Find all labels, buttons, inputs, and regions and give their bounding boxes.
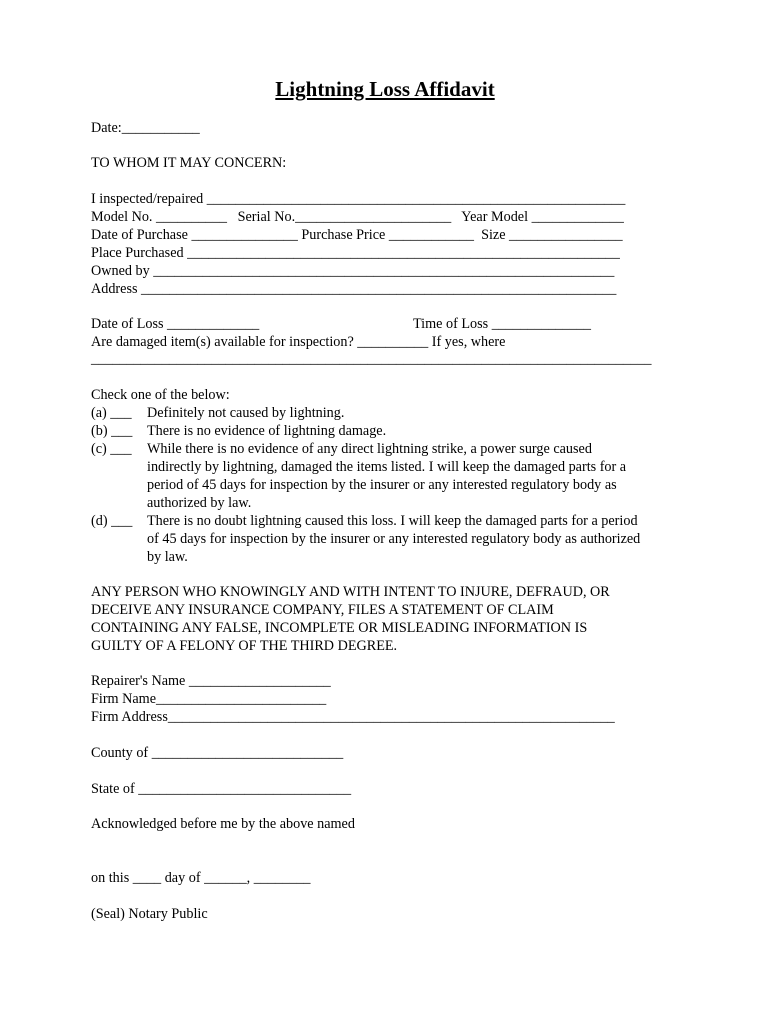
check-intro: Check one of the below: — [91, 387, 230, 403]
place-purchased-field[interactable]: Place Purchased _____________________________________________________________ — [91, 245, 620, 261]
firm-name-field[interactable]: Firm Name________________________ — [91, 691, 327, 707]
on-this-day-field[interactable]: on this ____ day of ______, ________ — [91, 870, 311, 886]
seal-notary-public: (Seal) Notary Public — [91, 906, 208, 922]
option-d-text-line: by law. — [147, 549, 188, 565]
option-c-checkbox[interactable]: (c) ___ — [91, 441, 132, 457]
firm-address-field[interactable]: Firm Address_______________________________________________________________ — [91, 709, 615, 725]
date-field[interactable]: Date:___________ — [91, 120, 200, 136]
county-field[interactable]: County of ___________________________ — [91, 745, 344, 761]
time-of-loss-field[interactable]: Time of Loss ______________ — [413, 316, 592, 332]
option-a-text: Definitely not caused by lightning. — [147, 405, 345, 421]
option-c-text-line: While there is no evidence of any direct lightning strike, a power surge caused — [147, 441, 592, 457]
inspected-repaired-field[interactable]: I inspected/repaired ___________________________________________________________ — [91, 191, 626, 207]
option-d-text-line: There is no doubt lightning caused this loss. I will keep the damaged parts for a period — [147, 513, 638, 529]
repairer-name-field[interactable]: Repairer's Name ____________________ — [91, 673, 331, 689]
address-field[interactable]: Address ___________________________________________________________________ — [91, 281, 617, 297]
model-serial-year-fields[interactable]: Model No. __________ Serial No.______________________ Year Model _____________ — [91, 209, 624, 225]
warning-line: CONTAINING ANY FALSE, INCOMPLETE OR MISLEADING INFORMATION IS — [91, 620, 588, 636]
option-c-text-line: period of 45 days for inspection by the insurer or any interested regulatory body as — [147, 477, 617, 493]
purchase-date-price-size-fields[interactable]: Date of Purchase _______________ Purchase Price ____________ Size ________________ — [91, 227, 623, 243]
option-b-text: There is no evidence of lightning damage. — [147, 423, 387, 439]
option-a-checkbox[interactable]: (a) ___ — [91, 405, 132, 421]
warning-line: ANY PERSON WHO KNOWINGLY AND WITH INTENT TO INJURE, DEFRAUD, OR — [91, 584, 610, 600]
acknowledged-statement: Acknowledged before me by the above named — [91, 816, 355, 832]
available-for-inspection-field[interactable]: Are damaged item(s) available for inspection? __________ If yes, where — [91, 334, 506, 350]
option-d-text-line: of 45 days for inspection by the insurer or any interested regulatory body as authorized — [147, 531, 641, 547]
document-title: Lightning Loss Affidavit — [275, 77, 495, 101]
state-field[interactable]: State of ______________________________ — [91, 781, 352, 797]
option-d-checkbox[interactable]: (d) ___ — [91, 513, 133, 529]
option-b-checkbox[interactable]: (b) ___ — [91, 423, 133, 439]
option-c-text-line: authorized by law. — [147, 495, 252, 511]
warning-line: DECEIVE ANY INSURANCE COMPANY, FILES A STATEMENT OF CLAIM — [91, 602, 554, 618]
owned-by-field[interactable]: Owned by _________________________________________________________________ — [91, 263, 615, 279]
where-line-field[interactable]: _______________________________________________________________________________ — [91, 351, 652, 367]
salutation: TO WHOM IT MAY CONCERN: — [91, 155, 287, 171]
option-c-text-line: indirectly by lightning, damaged the items listed. I will keep the damaged parts for a — [147, 459, 627, 475]
date-of-loss-field[interactable]: Date of Loss _____________ — [91, 316, 260, 332]
warning-line: GUILTY OF A FELONY OF THE THIRD DEGREE. — [91, 638, 398, 654]
